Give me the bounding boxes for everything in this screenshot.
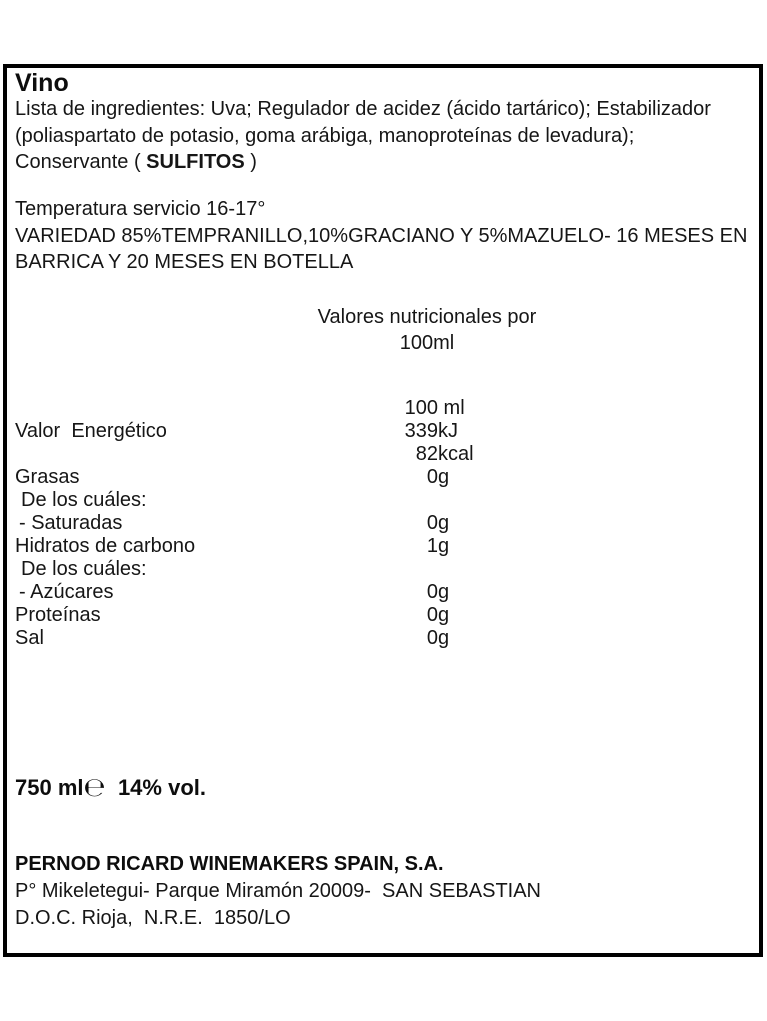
ingredients-line-1: Lista de ingredientes: Uva; Regulador de acidez (ácido tartárico); Estabilizador	[15, 98, 711, 120]
nutrition-row-energy-kcal	[7, 443, 747, 466]
nutrient-label: Hidratos de carbono	[15, 535, 196, 557]
nutrient-label: - Saturadas	[19, 512, 123, 534]
net-volume: 750 ml	[15, 775, 84, 800]
nutrition-heading	[127, 304, 727, 356]
nutrition-row-fat	[7, 466, 747, 489]
nutrient-label: Sal	[15, 627, 44, 649]
producer-name: PERNOD RICARD WINEMAKERS SPAIN, S.A.	[15, 853, 444, 875]
nutrient-sublabel: De los cuáles:	[21, 489, 147, 511]
nutrition-row-saturates	[7, 512, 747, 535]
closing-paren: )	[244, 151, 257, 173]
conservante-text: Conservante (	[15, 151, 147, 173]
ingredients-line-3	[15, 149, 711, 176]
nutrient-value: 0g	[426, 604, 450, 626]
ingredients-line-2: (poliaspartato de potasio, goma arábiga, manoproteínas de levadura);	[15, 124, 635, 147]
column-header-100ml: 100 ml	[404, 397, 465, 419]
nutrition-row-of-which-1	[7, 489, 747, 512]
nutrient-value: 339kJ	[404, 420, 458, 442]
nutrient-value: 0g	[426, 627, 450, 649]
wine-label-box	[3, 64, 763, 957]
sulfitos-allergen: SULFITOS	[146, 151, 245, 173]
volume-and-abv	[15, 774, 206, 801]
nutrient-label: Grasas	[15, 466, 80, 488]
nutrient-value: 0g	[426, 466, 450, 488]
nutrient-value: 82kcal	[415, 443, 474, 465]
nutrient-label: Proteínas	[15, 604, 101, 626]
nutrient-value: 1g	[426, 535, 450, 557]
producer-registration: D.O.C. Rioja, N.R.E. 1850/LO	[15, 907, 291, 929]
product-title: Vino	[15, 69, 69, 97]
nutrient-label: - Azúcares	[19, 581, 114, 603]
nutrient-sublabel: De los cuáles:	[21, 558, 147, 580]
nutrition-row-of-which-2	[7, 558, 747, 581]
nutrition-heading-line-1: Valores nutricionales por	[317, 306, 537, 328]
producer-block	[15, 851, 541, 932]
alcohol-strength: 14% vol.	[105, 775, 206, 800]
nutrition-row-sugars	[7, 581, 747, 604]
nutrition-row-energy-kj	[7, 420, 747, 443]
nutrition-row-salt	[7, 627, 747, 650]
nutrient-value: 0g	[426, 581, 450, 603]
estimated-sign: ℮	[83, 773, 106, 803]
variety-line-2: BARRICA Y 20 MESES EN BOTELLA	[15, 251, 354, 273]
serving-temperature: Temperatura servicio 16-17°	[15, 198, 266, 220]
nutrition-row-carbohydrate	[7, 535, 747, 558]
nutrient-value: 0g	[426, 512, 450, 534]
ingredients-paragraph	[15, 96, 711, 176]
producer-address: P° Mikeletegui- Parque Miramón 20009- SAN SEBASTIAN	[15, 880, 541, 902]
nutrition-row-protein	[7, 604, 747, 627]
nutrition-row-header	[7, 397, 747, 420]
nutrition-heading-line-2: 100ml	[399, 332, 455, 354]
nutrient-label: Valor Energético	[15, 420, 167, 442]
variety-line-1: VARIEDAD 85%TEMPRANILLO,10%GRACIANO Y 5%MAZUELO- 16 MESES EN	[15, 225, 748, 247]
